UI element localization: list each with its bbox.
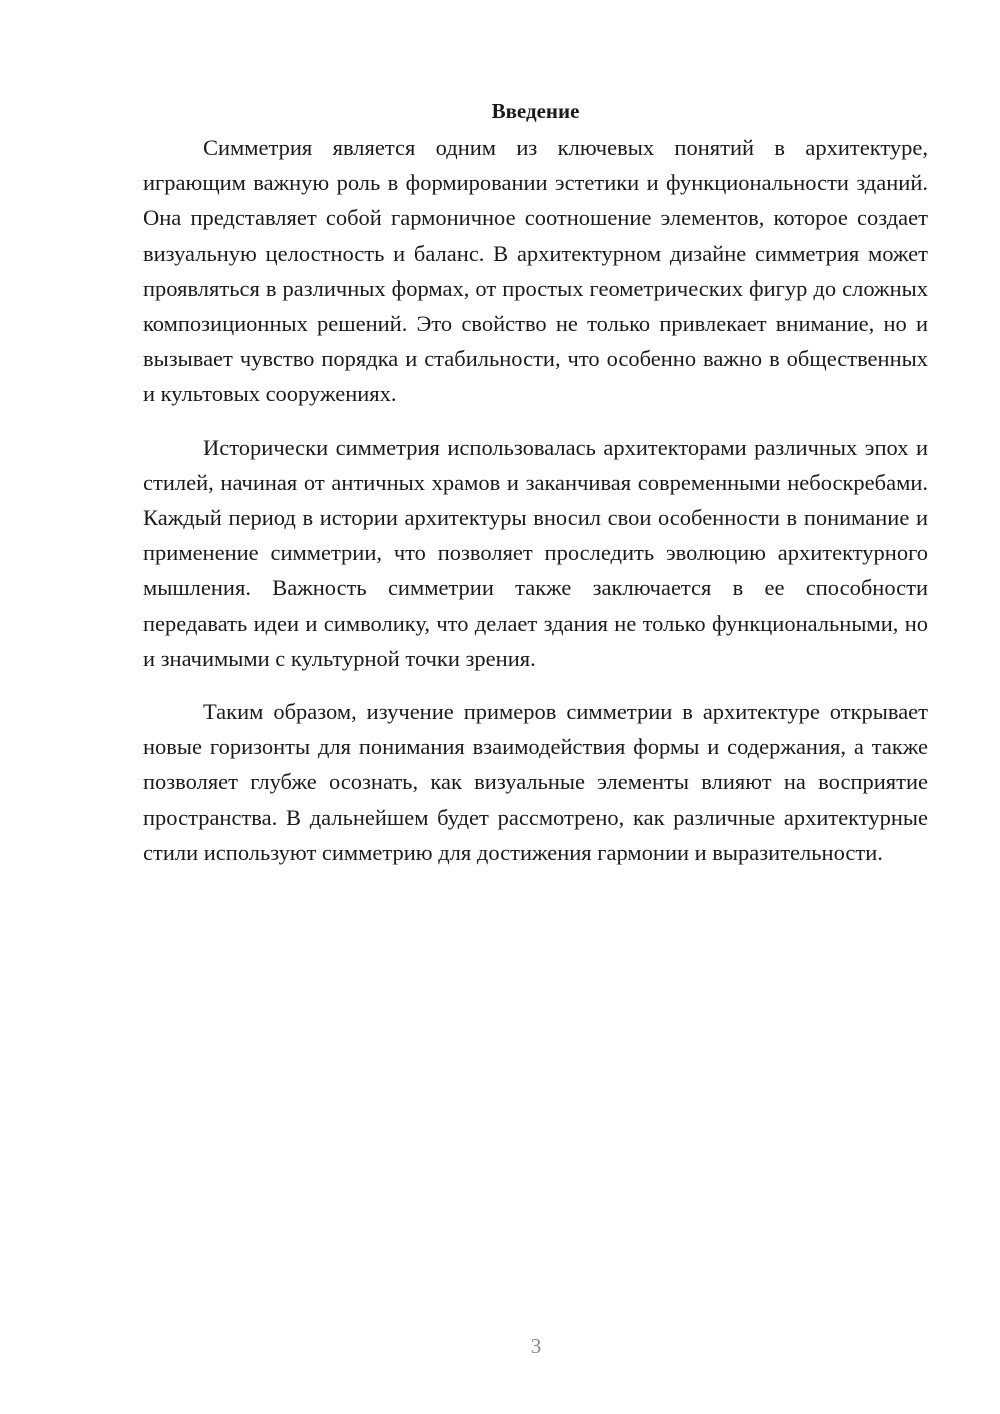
paragraph-conclusion: Таким образом, изучение примеров симметрии в архитектуре открывает новые горизонты для понимания взаимодействия формы и содержания, а также позволяет глубже осознать, как визуальные элементы влияют на восприятие пространства. В дальнейшем будет рассмотрено, как различные архитектурные стили используют симметрию для достижения гармонии и выразительности. (143, 699, 928, 865)
paragraph-history: Исторически симметрия использовалась архитекторами различных эпох и стилей, начиная от античных храмов и заканчивая современными небоскребами. Каждый период в истории архитектуры вносил свои особенности в понимание и применение симметрии, что позволяет проследить эволюцию архитектурного мышления. Важность симметрии также заключается в ее способности передавать идеи и символику, что делает здания не только функциональными, но и значимыми с культурной точки зрения. (143, 434, 928, 671)
paragraph-intro: Симметрия является одним из ключевых понятий в архитектуре, играющим важную роль в формировании эстетики и функциональности зданий. Она представляет собой гармоничное соотношение элементов, которое создает визуальную целостность и баланс. В архитектурном дизайне симметрия может проявляться в различных формах, от простых геометрических фигур до сложных композиционных решений. Это свойство не только привлекает внимание, но и вызывает чувство порядка и стабильности, что особенно важно в общественных и культовых сооружениях. (143, 135, 928, 407)
section-heading: Введение (491, 99, 580, 123)
page-number: 3 (530, 1334, 542, 1358)
page-content (143, 96, 928, 870)
